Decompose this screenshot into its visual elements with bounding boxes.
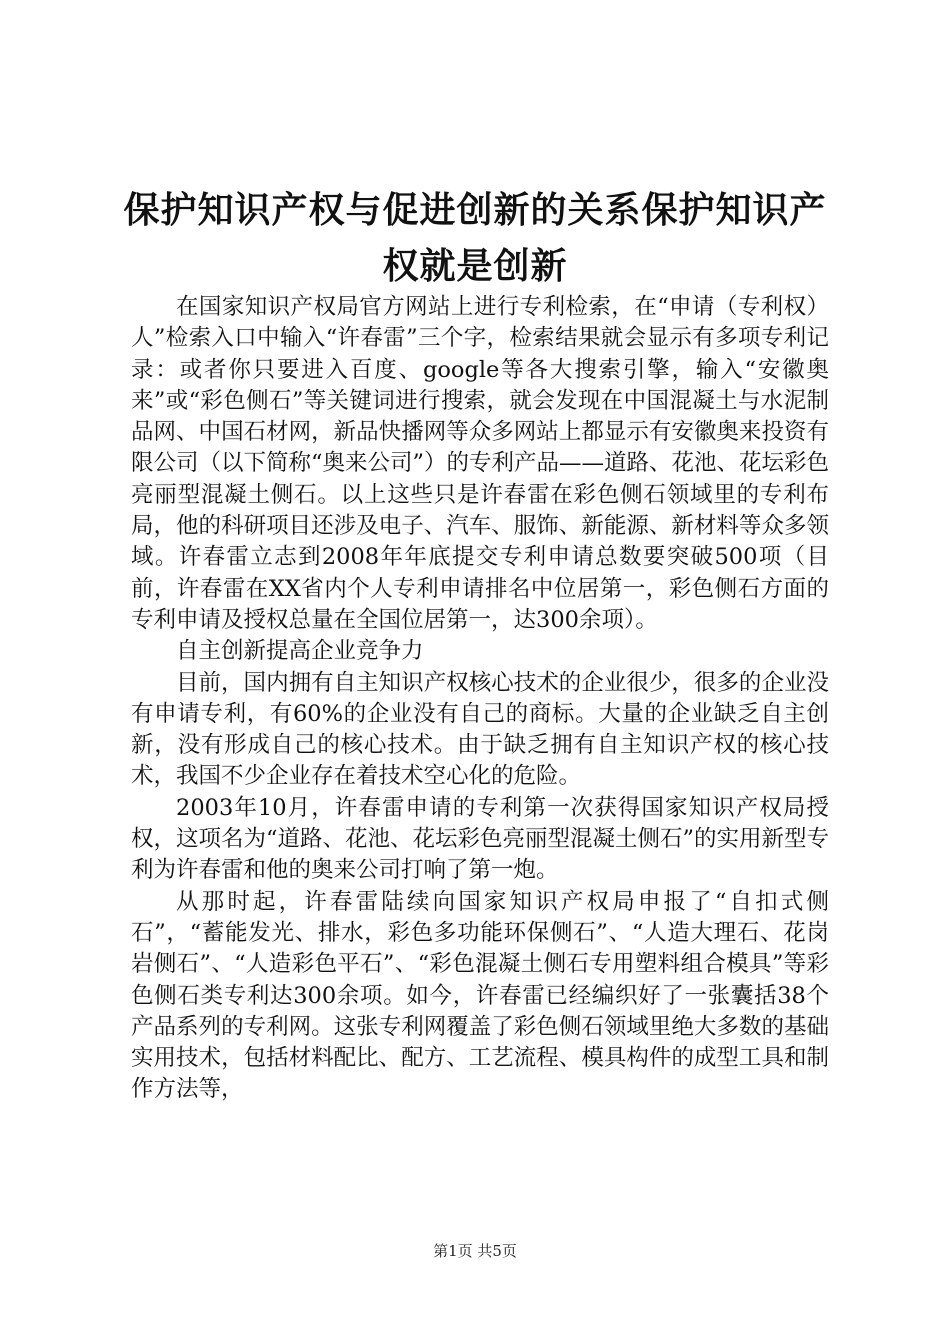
paragraph: 目前，国内拥有自主知识产权核心技术的企业很少，很多的企业没有申请专利，有60%的企业没有自己的商标。大量的企业缺乏自主创新，没有形成自己的核心技术。由于缺乏拥有自主知识产权的核心技术，我国不少企业存在着技术空心化的危险。 <box>131 669 829 790</box>
paragraph: 在国家知识产权局官方网站上进行专利检索，在“申请（专利权）人”检索入口中输入“许春雷”三个字，检索结果就会显示有多项专利记录：或者你只要进入百度、google等各大搜索引擎，输入“安徽奥来”或“彩色侧石”等关键词进行搜索，就会发现在中国混凝土与水泥制品网、中国石材网，新品快播网等众多网站上都显示有安徽奥来投资有限公司（以下简称“奥来公司”）的专利产品——道路、花池、花坛彩色亮丽型混凝土侧石。以上这些只是许春雷在彩色侧石领域里的专利布局，他的科研项目还涉及电子、汽车、服饰、新能源、新材料等众多领域。许春雷立志到2008年年底提交专利申请总数要突破500项（目前，许春雷在XX省内个人专利申请排名中位居第一，彩色侧石方面的专利申请及授权总量在全国位居第一，达300余项）。 <box>131 294 830 633</box>
document-title: 保护知识产权与促进创新的关系保护知识产权就是创新 <box>123 189 827 287</box>
paragraph: 从那时起，许春雷陆续向国家知识产权局申报了“自扣式侧石”，“蓄能发光、排水，彩色多功能环保侧石”、“人造大理石、花岗岩侧石”、“人造彩色平石”、“彩色混凝土侧石专用塑料组合模具”等彩色侧石类专利达300余项。如今，许春雷已经编织好了一张囊括38个产品系列的专利网。这张专利网覆盖了彩色侧石领域里绝大多数的基础实用技术，包括材料配比、配方、工艺流程、模具构件的成型工具和制作方法等， <box>131 888 829 1103</box>
page-number-footer: 第1页 共5页 <box>433 1242 517 1260</box>
document-body <box>131 292 829 1106</box>
section-heading: 自主创新提高企业竞争力 <box>176 638 424 665</box>
paragraph: 2003年10月，许春雷申请的专利第一次获得国家知识产权局授权，这项名为“道路、花池、花坛彩色亮丽型混凝土侧石”的实用新型专利为许春雷和他的奥来公司打响了第一炮。 <box>131 794 830 884</box>
